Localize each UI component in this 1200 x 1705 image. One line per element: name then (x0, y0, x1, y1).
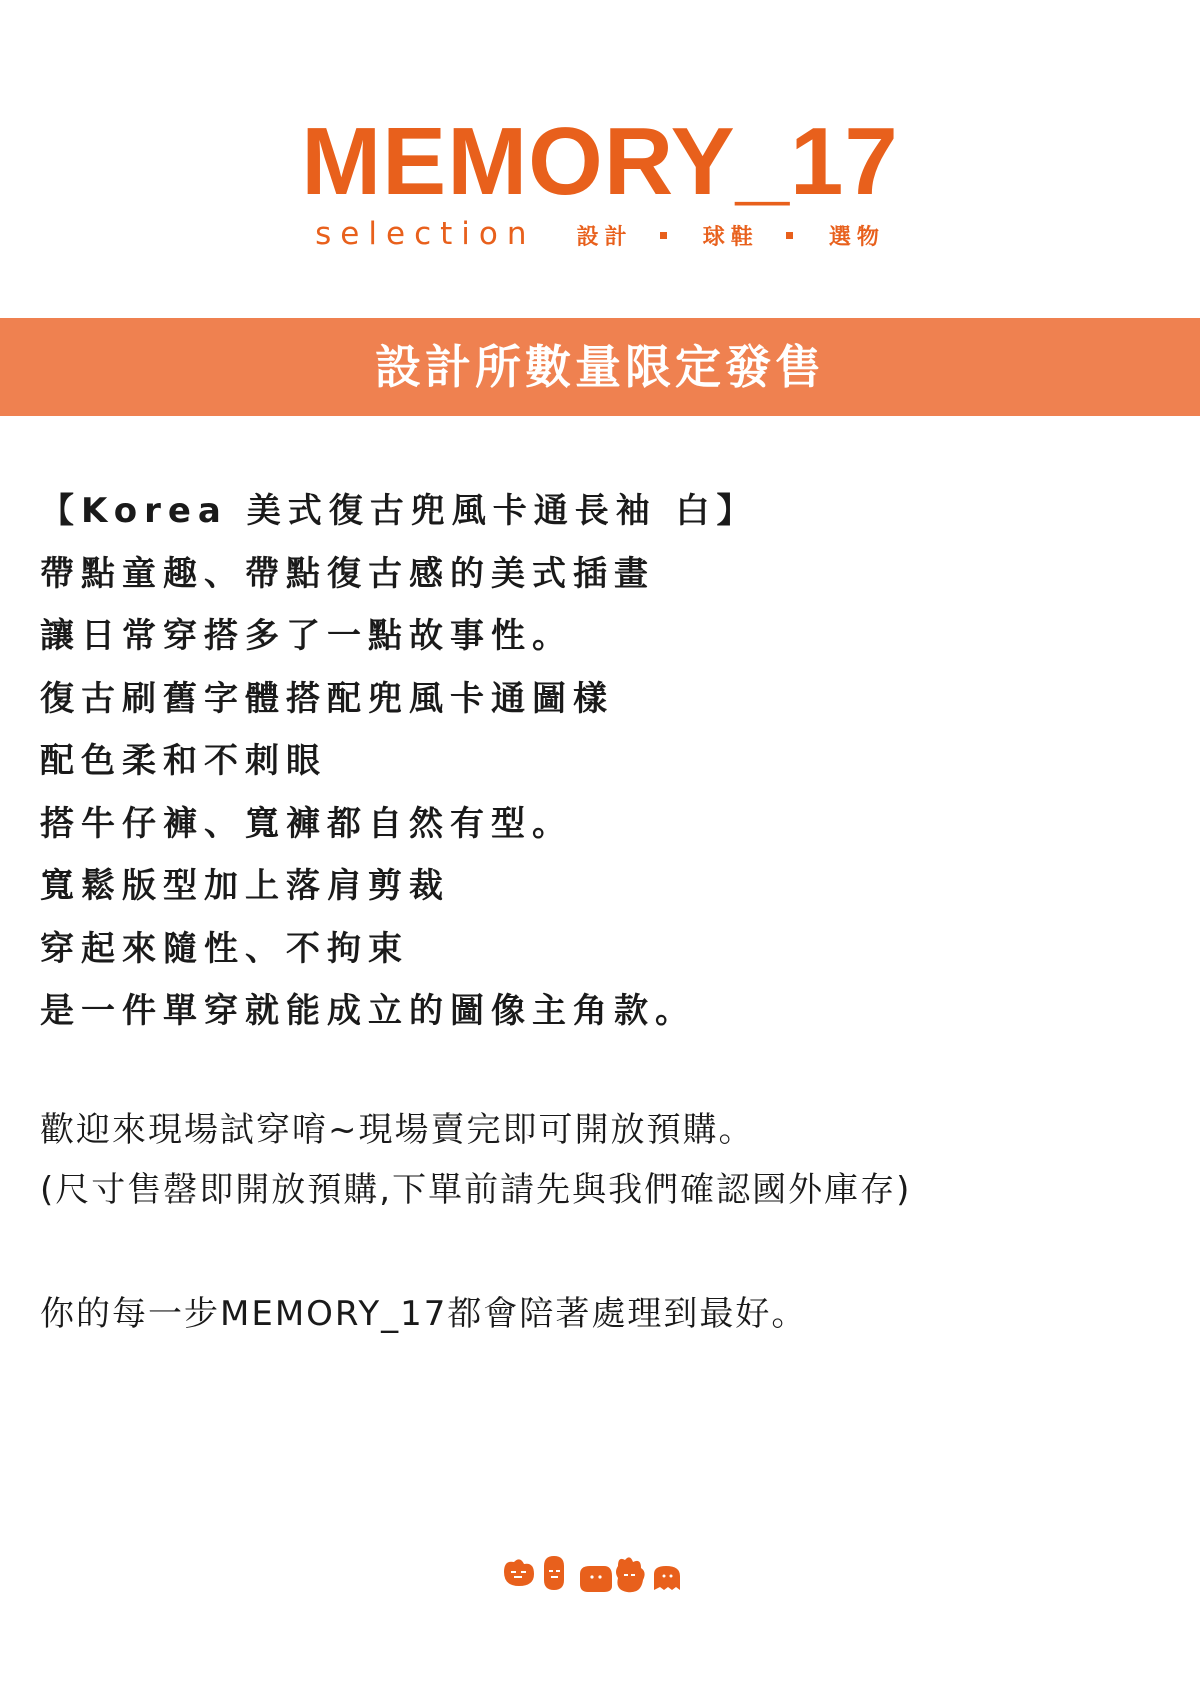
description-line: 是一件單穿就能成立的圖像主角款。 (40, 991, 696, 1031)
separator-dot-icon (786, 232, 793, 239)
cartoon-mascots-logo (500, 1552, 700, 1602)
description-line: 配色柔和不刺眼 (40, 741, 327, 781)
description-line: 帶點童趣、帶點復古感的美式插畫 (40, 553, 655, 594)
note-line: (尺寸售罄即開放預購,下單前請先與我們確認國外庫存) (40, 1170, 912, 1210)
tagline-word: selection (315, 216, 536, 252)
store-notes (40, 1100, 1170, 1220)
brand-tagline (0, 214, 1200, 258)
closing-message: 你的每一步MEMORY_17都會陪著處理到最好。 (40, 1294, 808, 1334)
category-design: 設計 (576, 225, 633, 250)
banner-text: 設計所數量限定發售 (375, 340, 825, 394)
brand-logo-title: MEMORY_17 (301, 108, 899, 215)
description-line: 寬鬆版型加上落肩剪裁 (40, 866, 450, 906)
description-line: 復古刷舊字體搭配兜風卡通圖樣 (40, 678, 614, 719)
category-selection: 選物 (828, 225, 885, 250)
description-line: 穿起來隨性、不拘束 (40, 928, 409, 969)
category-sneakers: 球鞋 (702, 225, 759, 250)
description-line: 搭牛仔褲、寬褲都自然有型。 (40, 803, 573, 844)
product-description (40, 480, 1170, 1043)
limited-sale-banner (0, 318, 1200, 416)
note-line: 歡迎來現場試穿唷~現場賣完即可開放預購。 (40, 1110, 755, 1150)
description-line: 【Korea 美式復古兜風卡通長袖 白】 (40, 491, 758, 531)
separator-dot-icon (660, 232, 667, 239)
description-line: 讓日常穿搭多了一點故事性。 (40, 616, 573, 656)
